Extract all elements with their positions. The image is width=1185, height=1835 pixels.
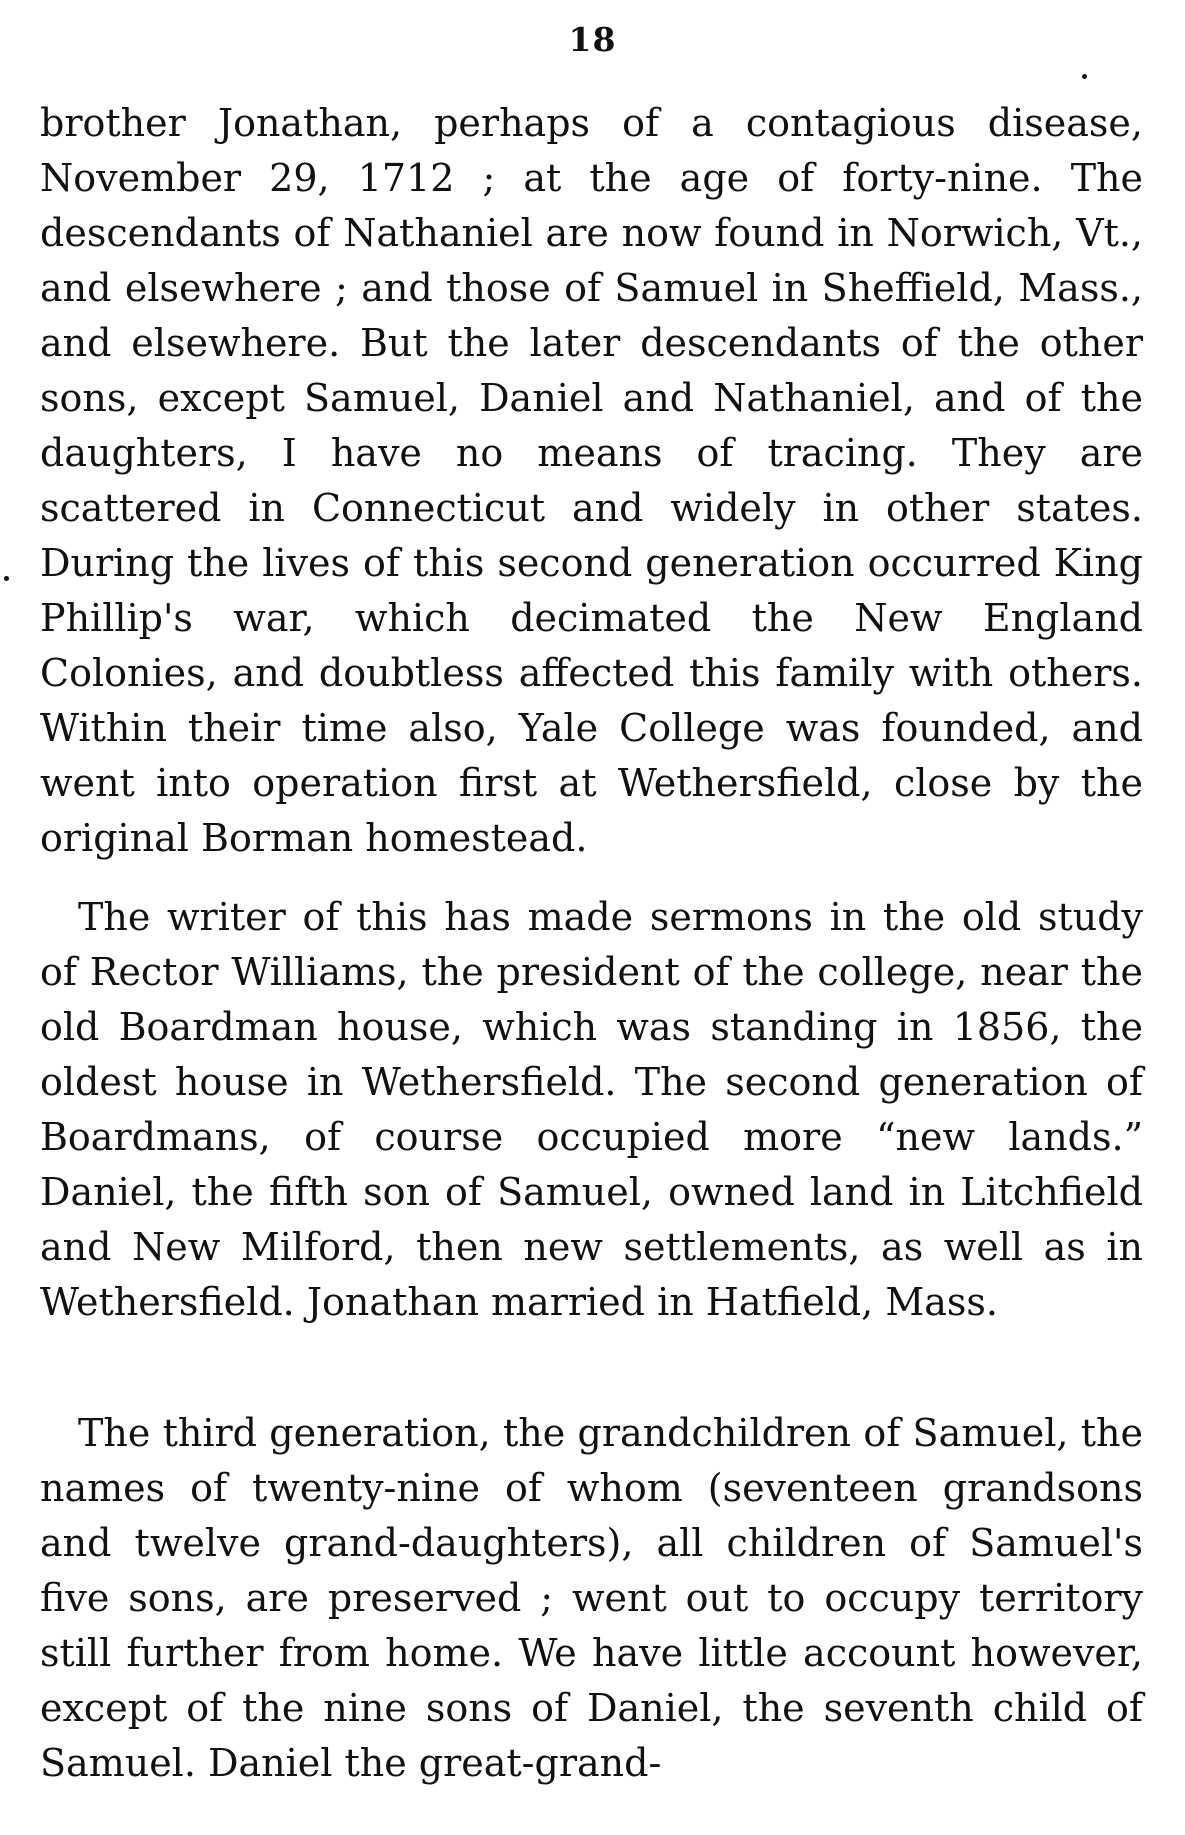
body-paragraph: brother Jonathan, perhaps of a contagious disease, November 29, 1712 ; at the age of forty-nine. The descendants of Nathaniel are now found in Norwich, Vt., and elsewhere ; and those of Samuel in Sheffield, Mass., and elsewhere. But the later descendants of the other sons, except Samuel, Daniel and Nathaniel, and of the daughters, I have no means of tracing. They are scattered in Connecticut and widely in other states. During the lives of this second generation occurred King Phillip's war, which decimated the New England Colonies, and doubtless affected this family with others. Within their time also, Yale College was founded, and went into operation first at Wethersfield, close by the original Borman homestead.	[40, 101, 1143, 860]
ink-speck-mark	[4, 576, 9, 581]
body-paragraph: The writer of this has made sermons in the old study of Rector Williams, the president of the college, near the old Boardman house, which was standing in 1856, the oldest house in Wethersfield. The second generation of Boardmans, of course occupied more “new lands.” Daniel, the fifth son of Samuel, owned land in Litchfield and New Milford, then new settlements, as well as in Wethersfield. Jonathan married in Hatfield, Mass.	[40, 895, 1143, 1324]
ink-speck-mark	[1082, 74, 1087, 79]
page-number: 18	[568, 20, 617, 59]
body-paragraph: The third generation, the grandchildren of Samuel, the names of twenty-nine of whom (seventeen grandsons and twelve grand-daughters), all children of Samuel's five sons, are preserved ; went out to occupy territory still further from home. We have little account however, except of the nine sons of Daniel, the seventh child of Samuel. Daniel the great-grand-	[40, 1411, 1143, 1785]
